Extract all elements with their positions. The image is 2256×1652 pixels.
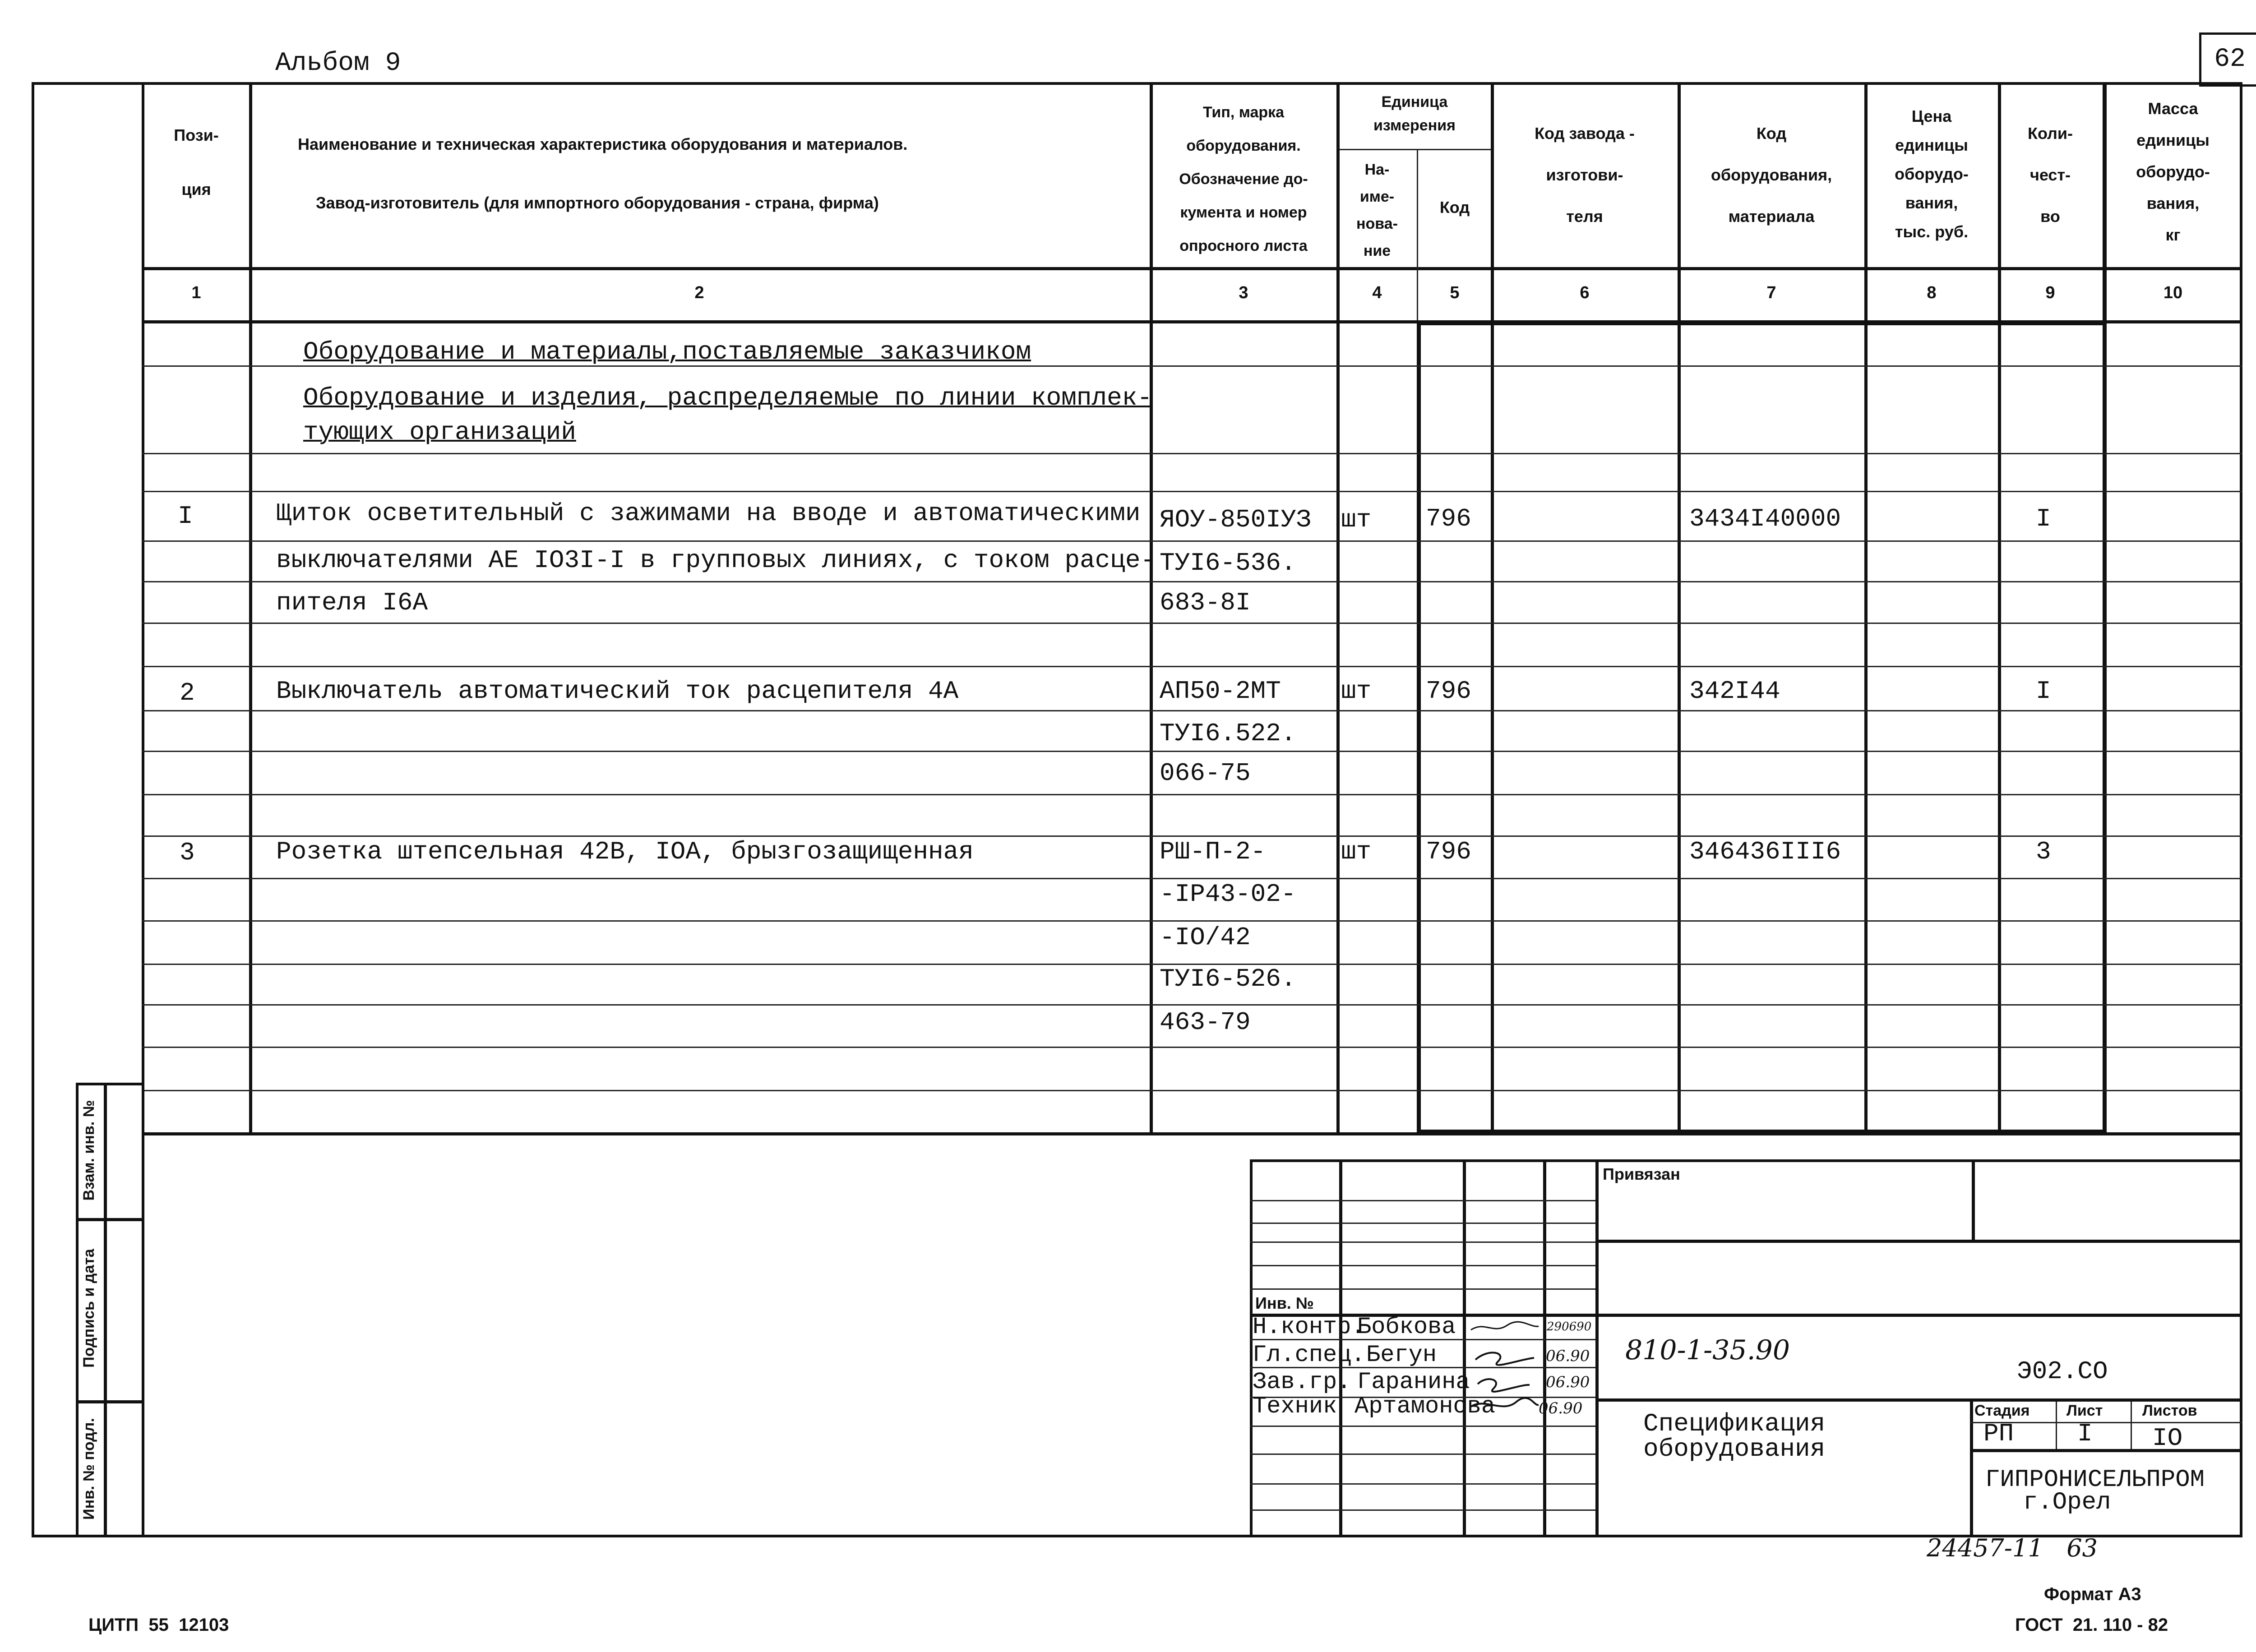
tb-name-3: Гаранина: [1357, 1369, 1470, 1395]
tb-date-4: 06.90: [1539, 1399, 1583, 1417]
tb-name-2: Бегун: [1366, 1342, 1437, 1368]
page-number: 62: [2214, 45, 2246, 74]
tb-stage-value: РП: [1983, 1419, 2014, 1448]
colnum-9: 9: [2045, 283, 2055, 302]
row-line: [142, 453, 2242, 454]
col-line-2: [1150, 82, 1153, 1132]
tb-vline: [2131, 1398, 2132, 1449]
tb-stage-label: Стадия: [1974, 1402, 2030, 1419]
row-line: [142, 710, 2242, 711]
col3-header: Тип, марка оборудования. Обозначение до- кумента и номер опросного листа: [1179, 104, 1308, 254]
item3-type-line1: РШ-П-2-: [1160, 837, 1266, 866]
col-line-4b: [1417, 320, 1421, 1132]
format-label: Формат А3: [2044, 1584, 2141, 1604]
item3-type-line2: -IP43-02-: [1160, 880, 1296, 909]
tb-vline: [2056, 1398, 2057, 1449]
col2-header: Наименование и техническая характеристика оборудования и материалов. Завод-изготовитель (для импортного оборудования - страна, фирма): [298, 135, 908, 212]
side-label-inv-podl: Инв. № подл.: [80, 1418, 97, 1520]
tb-hline: [1250, 1288, 1595, 1290]
unit-group-divider: [1336, 149, 1491, 150]
col-line-5: [1491, 82, 1494, 1132]
album-label: Альбом 9: [275, 49, 401, 78]
item2-quantity: I: [2036, 677, 2051, 706]
side-label-vzam-inv: Взам. инв. №: [80, 1100, 97, 1201]
row-line: [142, 623, 2242, 624]
colnum-1: 1: [191, 283, 201, 302]
item3-unit: шт: [1341, 837, 1372, 866]
item2-name-line1: Выключатель автоматический ток расцепителя 4А: [276, 677, 959, 706]
row-line: [142, 1090, 2242, 1091]
tb-hline: [1250, 1426, 1595, 1427]
row-line: [142, 581, 2242, 582]
tb-sheet-value: I: [2077, 1419, 2093, 1448]
item3-type-line3: -IO/42: [1160, 923, 1251, 952]
bold-box-top: [1417, 321, 2106, 325]
item2-position: 2: [180, 678, 195, 707]
row-line: [142, 835, 2242, 837]
tb-name-1: Бобкова: [1357, 1314, 1456, 1340]
item1-position: I: [178, 502, 193, 531]
row-line: [142, 794, 2242, 795]
item2-unit: шт: [1341, 677, 1372, 706]
side-label-podpis: Подпись и дата: [80, 1249, 97, 1368]
signatures: [1466, 1316, 1543, 1416]
col6-header: Код завода - изготови- теля: [1535, 124, 1635, 226]
section-distributed-line1: Оборудование и изделия, распределяемые по линии комплек-: [303, 383, 1152, 412]
col8-header: Цена единицы оборудо- вания, тыс. руб.: [1895, 107, 1969, 241]
archive-number: 24457-11 63: [1927, 1534, 2098, 1562]
col7-header: Код оборудования, материала: [1710, 124, 1832, 226]
tb-vline: [1970, 1398, 1973, 1537]
item1-unit-code: 796: [1426, 504, 1471, 533]
tb-hline: [1595, 1398, 2242, 1402]
tb-hline: [1595, 1240, 2242, 1243]
colnum-6: 6: [1580, 283, 1590, 302]
item3-position: 3: [180, 838, 195, 867]
tb-vline: [1972, 1159, 1975, 1241]
item3-unit-code: 796: [1426, 837, 1471, 866]
tb-date-3: 06.90: [1546, 1373, 1590, 1391]
row-line: [142, 540, 2242, 542]
item2-equipment-code: 342I44: [1689, 677, 1780, 706]
item1-type-line2: ТУI6-536.: [1160, 549, 1296, 577]
row-line: [142, 878, 2242, 879]
item2-type-line3: 066-75: [1160, 759, 1251, 788]
tb-hline: [1250, 1200, 1595, 1201]
item1-quantity: I: [2036, 504, 2051, 533]
tb-date-2: 06.90: [1546, 1347, 1590, 1365]
bottom-left-code: ЦИТП 55 12103: [88, 1615, 229, 1635]
item3-equipment-code: 346436III6: [1689, 837, 1841, 866]
tb-sheets-label: Листов: [2142, 1402, 2197, 1419]
item3-type-line4: ТУI6-526.: [1160, 964, 1296, 993]
row-line: [142, 1004, 2242, 1006]
item1-type-line3: 683-8I: [1160, 588, 1251, 617]
tb-hline: [1250, 1265, 1595, 1266]
tb-inv-no: Инв. №: [1255, 1294, 1314, 1312]
item2-unit-code: 796: [1426, 677, 1471, 706]
section-distributed-line2: тующих организаций: [303, 418, 576, 447]
tb-role-2: Гл.спец.: [1253, 1342, 1365, 1368]
tb-title-line1: Спецификация: [1643, 1409, 1826, 1438]
tb-vline: [1595, 1159, 1599, 1537]
tb-hline: [1250, 1223, 1595, 1224]
bold-box-bottom: [1417, 1130, 2106, 1134]
colnum-2: 2: [694, 283, 704, 302]
row-line: [142, 666, 2242, 667]
tb-date-1: 290690: [1547, 1320, 1592, 1334]
tb-title-line2: оборудования: [1643, 1435, 1826, 1463]
item1-unit: шт: [1341, 505, 1372, 534]
item3-quantity: 3: [2036, 837, 2051, 866]
tb-project-number: 810-1-35.90: [1625, 1334, 1790, 1366]
col9-header: Коли- чест- во: [2027, 124, 2073, 226]
tb-org-line1: ГИПРОНИСЕЛЬПРОМ: [1985, 1466, 2205, 1494]
item1-equipment-code: 3434I40000: [1689, 504, 1841, 533]
side-stamp-line: [76, 1218, 144, 1221]
item2-type-line1: АП50-2МТ: [1160, 677, 1281, 706]
col5-header: Код: [1439, 198, 1470, 217]
tb-sheets-value: IO: [2152, 1424, 2183, 1453]
tb-doc-code: Э02.СО: [2017, 1357, 2108, 1386]
item3-type-line5: 463-79: [1160, 1008, 1251, 1037]
page-number-box: [2199, 32, 2256, 87]
unit-group-header: Единица измерения: [1373, 93, 1456, 134]
tb-vline: [1463, 1159, 1466, 1537]
tb-hline: [1250, 1483, 1595, 1485]
row-line: [142, 1047, 2242, 1048]
item3-name-line1: Розетка штепсельная 42В, IOА, брызгозащищенная: [276, 837, 974, 866]
tb-hline: [1250, 1241, 1595, 1243]
tb-hline: [1250, 1509, 1595, 1511]
item1-name-line1: Щиток осветительный с зажимами на вводе и автоматическими: [276, 499, 1141, 528]
tb-role-1: Н.контр.: [1253, 1314, 1365, 1340]
colnum-8: 8: [1927, 283, 1937, 302]
tb-org-line2: г.Орел: [2023, 1489, 2111, 1516]
section-customer-supplied: Оборудование и материалы,поставляемые заказчиком: [303, 337, 1031, 366]
header-bottom-line: [142, 267, 2242, 270]
col-line-8: [1998, 82, 2001, 1132]
row-line: [142, 920, 2242, 922]
tb-name-4: Артамонова: [1355, 1393, 1496, 1420]
tb-role-4: Техник: [1253, 1393, 1337, 1420]
row-line: [142, 491, 2242, 492]
item1-type-line1: ЯОУ-850IУЗ: [1160, 505, 1312, 534]
tb-role-3: Зав.гр.: [1253, 1369, 1351, 1395]
colnum-4: 4: [1372, 283, 1382, 302]
item1-name-line2: выключателями АЕ IO3I-I в групповых линиях, с током расце-: [276, 546, 1156, 575]
col-line-6: [1678, 82, 1681, 1132]
col10-header: Масса единицы оборудо- вания, кг: [2136, 99, 2210, 244]
row-line: [142, 751, 2242, 752]
tb-privyazan: Привязан: [1603, 1165, 1680, 1183]
colnum-3: 3: [1239, 283, 1248, 302]
side-stamp-divider: [104, 1083, 107, 1537]
colnum-7: 7: [1766, 283, 1776, 302]
item1-name-line3: пителя I6А: [276, 588, 428, 617]
colnum-10: 10: [2163, 283, 2183, 302]
col4-header: На- име- нова- ние: [1356, 161, 1398, 259]
colnum-5: 5: [1450, 283, 1460, 302]
item2-type-line2: ТУI6.522.: [1160, 719, 1296, 748]
tb-sheet-label: Лист: [2066, 1402, 2103, 1419]
col1-header: Пози- ция: [174, 126, 219, 198]
tb-hline: [1970, 1449, 2242, 1452]
gost-label: ГОСТ 21. 110 - 82: [2015, 1615, 2168, 1635]
tb-hline: [1250, 1454, 1595, 1455]
col-line-1: [249, 82, 252, 1132]
